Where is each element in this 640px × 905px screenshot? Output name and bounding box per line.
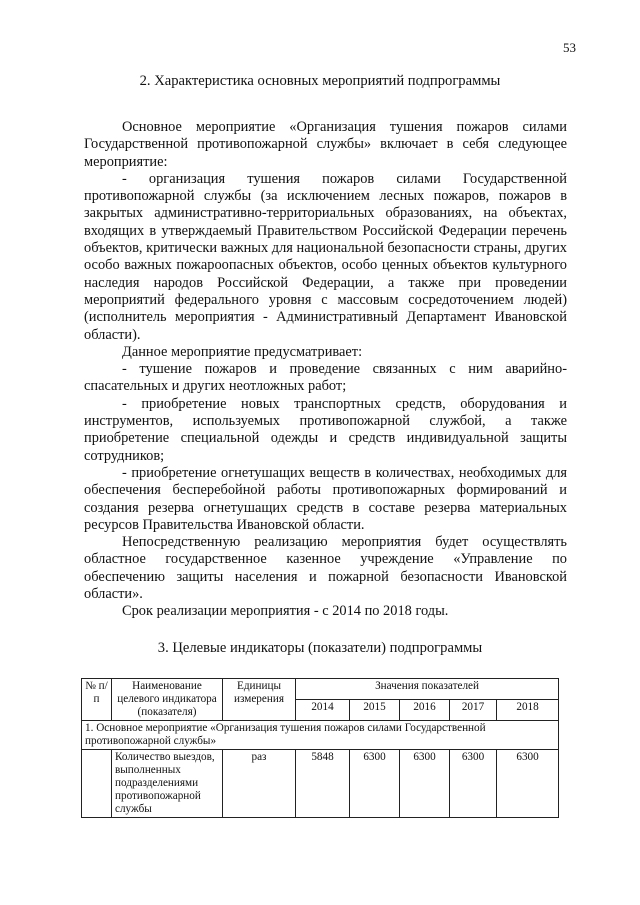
cell-value: 6300 [400,750,450,818]
indicators-table [81,678,559,818]
header-num: № п/п [82,679,112,721]
cell-value: 6300 [497,750,559,818]
cell-name: Количество выездов, выполненных подразделениями противопожарной службы [112,750,223,818]
section-2-title: 2. Характеристика основных мероприятий подпрограммы [139,73,501,89]
section-3-title: 3. Целевые индикаторы (показатели) подпрограммы [157,640,483,656]
paragraph: Срок реализации мероприятия - с 2014 по 2018 годы. [122,603,449,620]
header-year: 2018 [497,700,559,721]
header-year: 2016 [400,700,450,721]
header-year: 2017 [450,700,497,721]
paragraph: - тушение пожаров и проведение связанных с ним аварийно-спасательных и других неотложных работ; [84,361,567,395]
header-year: 2014 [296,700,350,721]
header-values: Значения показателей [296,679,559,700]
cell-value: 6300 [450,750,497,818]
paragraph: Непосредственную реализацию мероприятия будет осуществлять областное государственное казенное учреждение «Управление по обеспечению защиты населения и пожарной безопасности Ивановской области». [84,534,567,603]
paragraph: - приобретение новых транспортных средств, оборудования и инструментов, используемых противопожарной службой, а также приобретение специальной одежды и средств индивидуальной защиты сотрудников; [84,395,567,464]
group-row: 1. Основное мероприятие «Организация тушения пожаров силами Государственной противопожарной службы» [82,721,559,750]
header-name: Наименование целевого индикатора (показателя) [112,679,223,721]
header-unit: Единицы измерения [223,679,296,721]
header-year: 2015 [350,700,400,721]
table-row [82,750,559,818]
cell-value: 5848 [296,750,350,818]
section-2-body [84,119,567,621]
paragraph: Данное мероприятие предусматривает: [122,343,363,360]
cell-unit: раз [223,750,296,818]
cell-value: 6300 [350,750,400,818]
paragraph: - организация тушения пожаров силами Государственной противопожарной службы (за исключением лесных пожаров, пожаров в закрытых административно-территориальных образованиях, на объектах, входящих в утверждаемый Правительством Российской Федерации перечень объектов, критически важных для национальной безопасности страны, других особо важных пожароопасных объектов, особо ценных объектов культурного наследия народов Российской Федерации, а также при проведении мероприятий федерального уровня с массовым сосредоточением людей) (исполнитель мероприятия - Административный Департамент Ивановской области). [84,170,567,343]
cell-num [82,750,112,818]
page-number: 53 [563,40,576,55]
paragraph: - приобретение огнетушащих веществ в количествах, необходимых для обеспечения бесперебойной работы противопожарных формирований и создания резерва огнетушащих средств в составе резерва материальных ресурсов Правительства Ивановской области. [84,464,567,533]
paragraph: Основное мероприятие «Организация тушения пожаров силами Государственной противопожарной службы» включает в себя следующее мероприятие: [84,119,567,170]
